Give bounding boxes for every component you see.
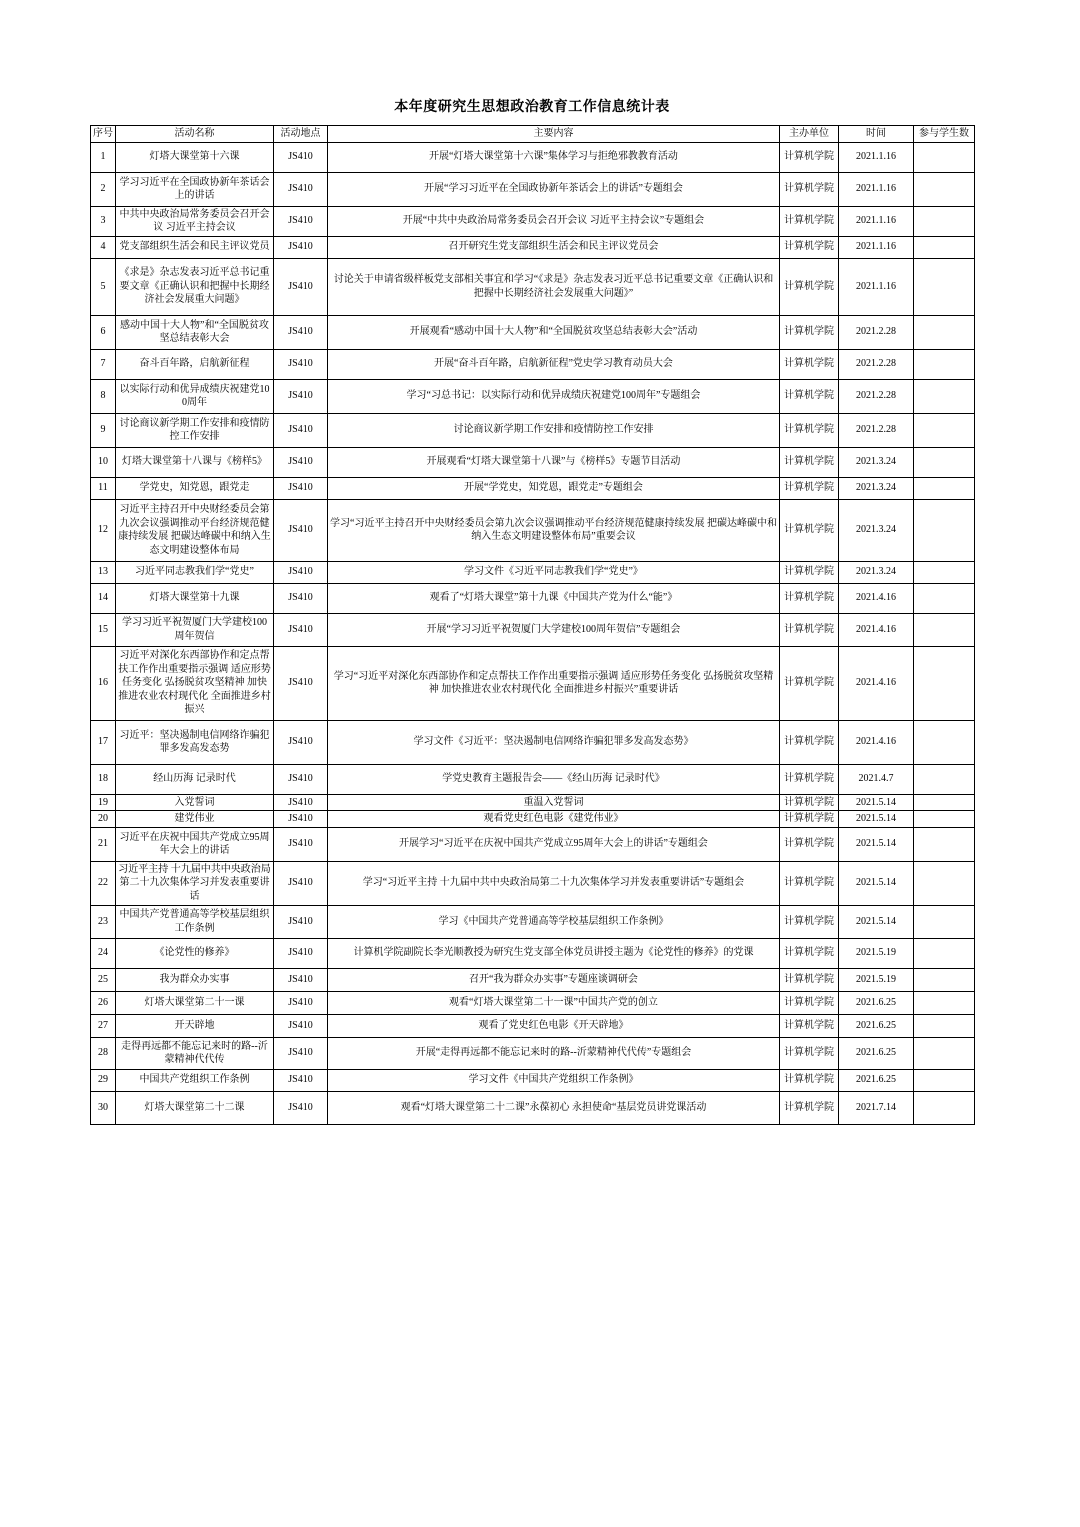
cell-date: 2021.3.24	[839, 561, 914, 583]
cell-students	[914, 794, 975, 811]
table-row	[91, 236, 975, 258]
cell-content: 开展“中共中央政治局常务委员会召开会议 习近平主持会议”专题组会	[328, 206, 780, 236]
cell-location: JS410	[274, 142, 328, 172]
cell-organizer: 计算机学院	[780, 1069, 839, 1091]
cell-date: 2021.2.28	[839, 413, 914, 447]
cell-no: 19	[91, 794, 116, 811]
cell-name: 讨论商议新学期工作安排和疫情防控工作安排	[116, 413, 274, 447]
cell-location: JS410	[274, 477, 328, 499]
cell-organizer: 计算机学院	[780, 206, 839, 236]
header-name: 活动名称	[116, 126, 274, 143]
table-row	[91, 477, 975, 499]
table-row	[91, 905, 975, 938]
cell-name: 《论党性的修养》	[116, 938, 274, 968]
cell-location: JS410	[274, 764, 328, 794]
cell-name: 习近平：坚决遏制电信网络诈骗犯罪多发高发态势	[116, 720, 274, 764]
cell-date: 2021.4.16	[839, 583, 914, 613]
cell-organizer: 计算机学院	[780, 1037, 839, 1069]
cell-content: 重温入党誓词	[328, 794, 780, 811]
cell-location: JS410	[274, 236, 328, 258]
table-row	[91, 938, 975, 968]
cell-content: 学习文件《中国共产党组织工作条例》	[328, 1069, 780, 1091]
header-location: 活动地点	[274, 126, 328, 143]
cell-no: 26	[91, 991, 116, 1014]
cell-no: 11	[91, 477, 116, 499]
cell-no: 18	[91, 764, 116, 794]
cell-content: 学习“习近平对深化东西部协作和定点帮扶工作作出重要指示强调 适应形势任务变化 弘扬脱贫攻坚精神 加快推进农业农村现代化 全面推进乡村振兴”重要讲话	[328, 646, 780, 720]
cell-no: 24	[91, 938, 116, 968]
cell-no: 30	[91, 1091, 116, 1124]
cell-name: 党支部组织生活会和民主评议党员	[116, 236, 274, 258]
cell-content: 观看了党史红色电影《开天辟地》	[328, 1014, 780, 1037]
cell-location: JS410	[274, 827, 328, 861]
table-row	[91, 1091, 975, 1124]
cell-no: 25	[91, 968, 116, 991]
header-content: 主要内容	[328, 126, 780, 143]
cell-date: 2021.1.16	[839, 142, 914, 172]
cell-name: 习近平同志教我们学“党史”	[116, 561, 274, 583]
cell-content: 开展观看“灯塔大课堂第十八课”与《榜样5》专题节目活动	[328, 447, 780, 477]
cell-name: 经山历海 记录时代	[116, 764, 274, 794]
cell-location: JS410	[274, 447, 328, 477]
cell-content: 观看“灯塔大课堂第二十二课”永葆初心 永担使命“基层党员讲党课活动	[328, 1091, 780, 1124]
cell-date: 2021.2.28	[839, 315, 914, 349]
cell-organizer: 计算机学院	[780, 236, 839, 258]
cell-date: 2021.6.25	[839, 991, 914, 1014]
cell-organizer: 计算机学院	[780, 477, 839, 499]
cell-organizer: 计算机学院	[780, 968, 839, 991]
cell-date: 2021.6.25	[839, 1069, 914, 1091]
cell-name: 学习习近平在全国政协新年茶话会上的讲话	[116, 172, 274, 206]
cell-organizer: 计算机学院	[780, 349, 839, 379]
cell-name: 灯塔大课堂第十六课	[116, 142, 274, 172]
page-title: 本年度研究生思想政治教育工作信息统计表	[394, 100, 670, 115]
cell-content: 学党史教育主题报告会——《经山历海 记录时代》	[328, 764, 780, 794]
cell-organizer: 计算机学院	[780, 1014, 839, 1037]
cell-name: 走得再远都不能忘记来时的路--沂蒙精神代代传	[116, 1037, 274, 1069]
cell-content: 召开“我为群众办实事”专题座谈调研会	[328, 968, 780, 991]
cell-no: 9	[91, 413, 116, 447]
cell-no: 27	[91, 1014, 116, 1037]
table-row	[91, 1069, 975, 1091]
cell-date: 2021.7.14	[839, 1091, 914, 1124]
cell-students	[914, 142, 975, 172]
cell-name: 开天辟地	[116, 1014, 274, 1037]
cell-content: 开展“奋斗百年路，启航新征程”党史学习教育动员大会	[328, 349, 780, 379]
cell-students	[914, 905, 975, 938]
cell-content: 开展“走得再远都不能忘记来时的路--沂蒙精神代代传”专题组会	[328, 1037, 780, 1069]
cell-no: 12	[91, 499, 116, 561]
cell-organizer: 计算机学院	[780, 172, 839, 206]
cell-location: JS410	[274, 794, 328, 811]
cell-name: 我为群众办实事	[116, 968, 274, 991]
cell-no: 17	[91, 720, 116, 764]
cell-location: JS410	[274, 172, 328, 206]
table-row	[91, 172, 975, 206]
cell-name: 中国共产党普通高等学校基层组织工作条例	[116, 905, 274, 938]
header-students: 参与学生数	[914, 126, 975, 143]
document-area	[90, 96, 974, 1125]
cell-students	[914, 315, 975, 349]
cell-content: 开展学习“习近平在庆祝中国共产党成立95周年大会上的讲话”专题组会	[328, 827, 780, 861]
cell-location: JS410	[274, 583, 328, 613]
cell-date: 2021.2.28	[839, 349, 914, 379]
cell-students	[914, 258, 975, 315]
cell-name: 中共中央政治局常务委员会召开会议 习近平主持会议	[116, 206, 274, 236]
cell-no: 3	[91, 206, 116, 236]
cell-organizer: 计算机学院	[780, 938, 839, 968]
cell-location: JS410	[274, 206, 328, 236]
cell-date: 2021.5.14	[839, 861, 914, 905]
cell-content: 讨论商议新学期工作安排和疫情防控工作安排	[328, 413, 780, 447]
cell-content: 开展观看“感动中国十大人物”和“全国脱贫攻坚总结表彰大会”活动	[328, 315, 780, 349]
cell-students	[914, 413, 975, 447]
table-row	[91, 1014, 975, 1037]
cell-name: 入党誓词	[116, 794, 274, 811]
cell-name: 习近平主持召开中央财经委员会第九次会议强调推动平台经济规范健康持续发展 把碳达峰碳中和纳入生态文明建设整体布局	[116, 499, 274, 561]
cell-date: 2021.5.14	[839, 811, 914, 828]
cell-organizer: 计算机学院	[780, 811, 839, 828]
table-row	[91, 561, 975, 583]
table-row	[91, 349, 975, 379]
cell-content: 学习“习近平主持 十九届中共中央政治局第二十九次集体学习并发表重要讲话”专题组会	[328, 861, 780, 905]
table-row	[91, 413, 975, 447]
cell-location: JS410	[274, 938, 328, 968]
cell-students	[914, 938, 975, 968]
cell-no: 8	[91, 379, 116, 413]
cell-date: 2021.1.16	[839, 236, 914, 258]
cell-no: 20	[91, 811, 116, 828]
cell-students	[914, 764, 975, 794]
cell-organizer: 计算机学院	[780, 561, 839, 583]
cell-students	[914, 991, 975, 1014]
cell-content: 学习《中国共产党普通高等学校基层组织工作条例》	[328, 905, 780, 938]
header-date: 时间	[839, 126, 914, 143]
cell-location: JS410	[274, 561, 328, 583]
cell-students	[914, 1037, 975, 1069]
cell-no: 6	[91, 315, 116, 349]
cell-date: 2021.4.16	[839, 646, 914, 720]
cell-students	[914, 646, 975, 720]
table-row	[91, 142, 975, 172]
table-row	[91, 811, 975, 828]
table-row	[91, 827, 975, 861]
cell-content: 学习“习近平主持召开中央财经委员会第九次会议强调推动平台经济规范健康持续发展 把碳达峰碳中和纳入生态文明建设整体布局”重要会议	[328, 499, 780, 561]
cell-date: 2021.6.25	[839, 1014, 914, 1037]
cell-date: 2021.1.16	[839, 206, 914, 236]
cell-date: 2021.6.25	[839, 1037, 914, 1069]
cell-students	[914, 720, 975, 764]
header-organizer: 主办单位	[780, 126, 839, 143]
table-row	[91, 613, 975, 646]
cell-no: 7	[91, 349, 116, 379]
cell-no: 2	[91, 172, 116, 206]
cell-date: 2021.4.16	[839, 613, 914, 646]
cell-no: 28	[91, 1037, 116, 1069]
cell-students	[914, 349, 975, 379]
cell-content: 学习文件《习近平同志教我们学“党史”》	[328, 561, 780, 583]
cell-name: 习近平在庆祝中国共产党成立95周年大会上的讲话	[116, 827, 274, 861]
table-row	[91, 968, 975, 991]
cell-location: JS410	[274, 1091, 328, 1124]
table-row	[91, 258, 975, 315]
cell-location: JS410	[274, 349, 328, 379]
table-row	[91, 861, 975, 905]
cell-organizer: 计算机学院	[780, 142, 839, 172]
table-row	[91, 315, 975, 349]
cell-content: 学习“习总书记：以实际行动和优异成绩庆祝建党100周年”专题组会	[328, 379, 780, 413]
cell-no: 1	[91, 142, 116, 172]
cell-date: 2021.5.19	[839, 968, 914, 991]
cell-content: 观看了“灯塔大课堂”第十九课《中国共产党为什么“能”》	[328, 583, 780, 613]
cell-location: JS410	[274, 613, 328, 646]
cell-organizer: 计算机学院	[780, 794, 839, 811]
cell-location: JS410	[274, 258, 328, 315]
cell-students	[914, 447, 975, 477]
cell-name: 奋斗百年路，启航新征程	[116, 349, 274, 379]
cell-students	[914, 172, 975, 206]
cell-no: 15	[91, 613, 116, 646]
table-row	[91, 583, 975, 613]
cell-students	[914, 613, 975, 646]
cell-location: JS410	[274, 861, 328, 905]
cell-date: 2021.3.24	[839, 499, 914, 561]
cell-organizer: 计算机学院	[780, 646, 839, 720]
cell-content: 开展“学习习近平祝贺厦门大学建校100周年贺信”专题组会	[328, 613, 780, 646]
cell-students	[914, 811, 975, 828]
cell-date: 2021.4.16	[839, 720, 914, 764]
cell-no: 22	[91, 861, 116, 905]
cell-organizer: 计算机学院	[780, 583, 839, 613]
cell-students	[914, 499, 975, 561]
cell-no: 16	[91, 646, 116, 720]
header-no: 序号	[91, 126, 116, 143]
statistics-table	[90, 125, 975, 1125]
cell-location: JS410	[274, 905, 328, 938]
cell-name: 习近平主持 十九届中共中央政治局第二十九次集体学习并发表重要讲话	[116, 861, 274, 905]
cell-content: 观看“灯塔大课堂第二十一课”中国共产党的创立	[328, 991, 780, 1014]
cell-content: 讨论关于申请省级样板党支部相关事宜和学习“《求是》杂志发表习近平总书记重要文章《正确认识和把握中长期经济社会发展重大问题》”	[328, 258, 780, 315]
cell-organizer: 计算机学院	[780, 905, 839, 938]
cell-students	[914, 379, 975, 413]
table-row	[91, 720, 975, 764]
cell-no: 29	[91, 1069, 116, 1091]
table-row	[91, 379, 975, 413]
cell-organizer: 计算机学院	[780, 447, 839, 477]
cell-name: 学习习近平祝贺厦门大学建校100周年贺信	[116, 613, 274, 646]
cell-organizer: 计算机学院	[780, 379, 839, 413]
cell-location: JS410	[274, 499, 328, 561]
cell-students	[914, 477, 975, 499]
cell-organizer: 计算机学院	[780, 315, 839, 349]
cell-name: 灯塔大课堂第十九课	[116, 583, 274, 613]
table-row	[91, 991, 975, 1014]
cell-students	[914, 1069, 975, 1091]
cell-content: 观看党史红色电影《建党伟业》	[328, 811, 780, 828]
table-header	[91, 126, 975, 143]
cell-date: 2021.4.7	[839, 764, 914, 794]
cell-no: 21	[91, 827, 116, 861]
cell-no: 14	[91, 583, 116, 613]
cell-students	[914, 1014, 975, 1037]
table-row	[91, 646, 975, 720]
cell-location: JS410	[274, 379, 328, 413]
cell-date: 2021.1.16	[839, 258, 914, 315]
cell-location: JS410	[274, 1037, 328, 1069]
cell-location: JS410	[274, 1014, 328, 1037]
cell-content: 开展“学习习近平在全国政协新年茶话会上的讲话”专题组会	[328, 172, 780, 206]
cell-students	[914, 561, 975, 583]
cell-location: JS410	[274, 811, 328, 828]
cell-name: 建党伟业	[116, 811, 274, 828]
cell-students	[914, 968, 975, 991]
cell-organizer: 计算机学院	[780, 861, 839, 905]
cell-students	[914, 1091, 975, 1124]
table-row	[91, 499, 975, 561]
cell-organizer: 计算机学院	[780, 720, 839, 764]
cell-students	[914, 583, 975, 613]
cell-name: 《求是》杂志发表习近平总书记重要文章《正确认识和把握中长期经济社会发展重大问题》	[116, 258, 274, 315]
cell-location: JS410	[274, 413, 328, 447]
cell-name: 习近平对深化东西部协作和定点帮扶工作作出重要指示强调 适应形势任务变化 弘扬脱贫攻坚精神 加快推进农业农村现代化 全面推进乡村振兴	[116, 646, 274, 720]
cell-no: 4	[91, 236, 116, 258]
cell-location: JS410	[274, 968, 328, 991]
cell-location: JS410	[274, 720, 328, 764]
cell-name: 灯塔大课堂第二十二课	[116, 1091, 274, 1124]
cell-organizer: 计算机学院	[780, 764, 839, 794]
cell-date: 2021.3.24	[839, 477, 914, 499]
table-row	[91, 764, 975, 794]
header-row	[91, 126, 975, 143]
cell-date: 2021.1.16	[839, 172, 914, 206]
cell-name: 中国共产党组织工作条例	[116, 1069, 274, 1091]
cell-organizer: 计算机学院	[780, 499, 839, 561]
cell-date: 2021.5.19	[839, 938, 914, 968]
cell-name: 感动中国十大人物”和“全国脱贫攻坚总结表彰大会	[116, 315, 274, 349]
cell-name: 学党史，知党恩，跟党走	[116, 477, 274, 499]
cell-date: 2021.2.28	[839, 379, 914, 413]
cell-students	[914, 827, 975, 861]
cell-location: JS410	[274, 991, 328, 1014]
table-row	[91, 206, 975, 236]
cell-content: 开展“灯塔大课堂第十六课”集体学习与拒绝邪教教育活动	[328, 142, 780, 172]
cell-name: 以实际行动和优异成绩庆祝建党100周年	[116, 379, 274, 413]
cell-organizer: 计算机学院	[780, 991, 839, 1014]
cell-location: JS410	[274, 315, 328, 349]
cell-no: 23	[91, 905, 116, 938]
table-row	[91, 794, 975, 811]
table-row	[91, 1037, 975, 1069]
cell-organizer: 计算机学院	[780, 1091, 839, 1124]
cell-date: 2021.5.14	[839, 794, 914, 811]
cell-date: 2021.5.14	[839, 827, 914, 861]
cell-students	[914, 861, 975, 905]
cell-organizer: 计算机学院	[780, 258, 839, 315]
cell-location: JS410	[274, 1069, 328, 1091]
cell-students	[914, 206, 975, 236]
table-body	[91, 142, 975, 1124]
cell-no: 10	[91, 447, 116, 477]
cell-students	[914, 236, 975, 258]
cell-content: 开展“学党史，知党恩，跟党走”专题组会	[328, 477, 780, 499]
cell-date: 2021.3.24	[839, 447, 914, 477]
cell-organizer: 计算机学院	[780, 413, 839, 447]
cell-organizer: 计算机学院	[780, 613, 839, 646]
cell-no: 13	[91, 561, 116, 583]
cell-location: JS410	[274, 646, 328, 720]
cell-date: 2021.5.14	[839, 905, 914, 938]
cell-name: 灯塔大课堂第二十一课	[116, 991, 274, 1014]
table-row	[91, 447, 975, 477]
cell-no: 5	[91, 258, 116, 315]
cell-content: 学习文件《习近平：坚决遏制电信网络诈骗犯罪多发高发态势》	[328, 720, 780, 764]
cell-content: 计算机学院副院长李光顺教授为研究生党支部全体党员讲授主题为《论党性的修养》的党课	[328, 938, 780, 968]
cell-name: 灯塔大课堂第十八课与《榜样5》	[116, 447, 274, 477]
cell-organizer: 计算机学院	[780, 827, 839, 861]
cell-content: 召开研究生党支部组织生活会和民主评议党员会	[328, 236, 780, 258]
